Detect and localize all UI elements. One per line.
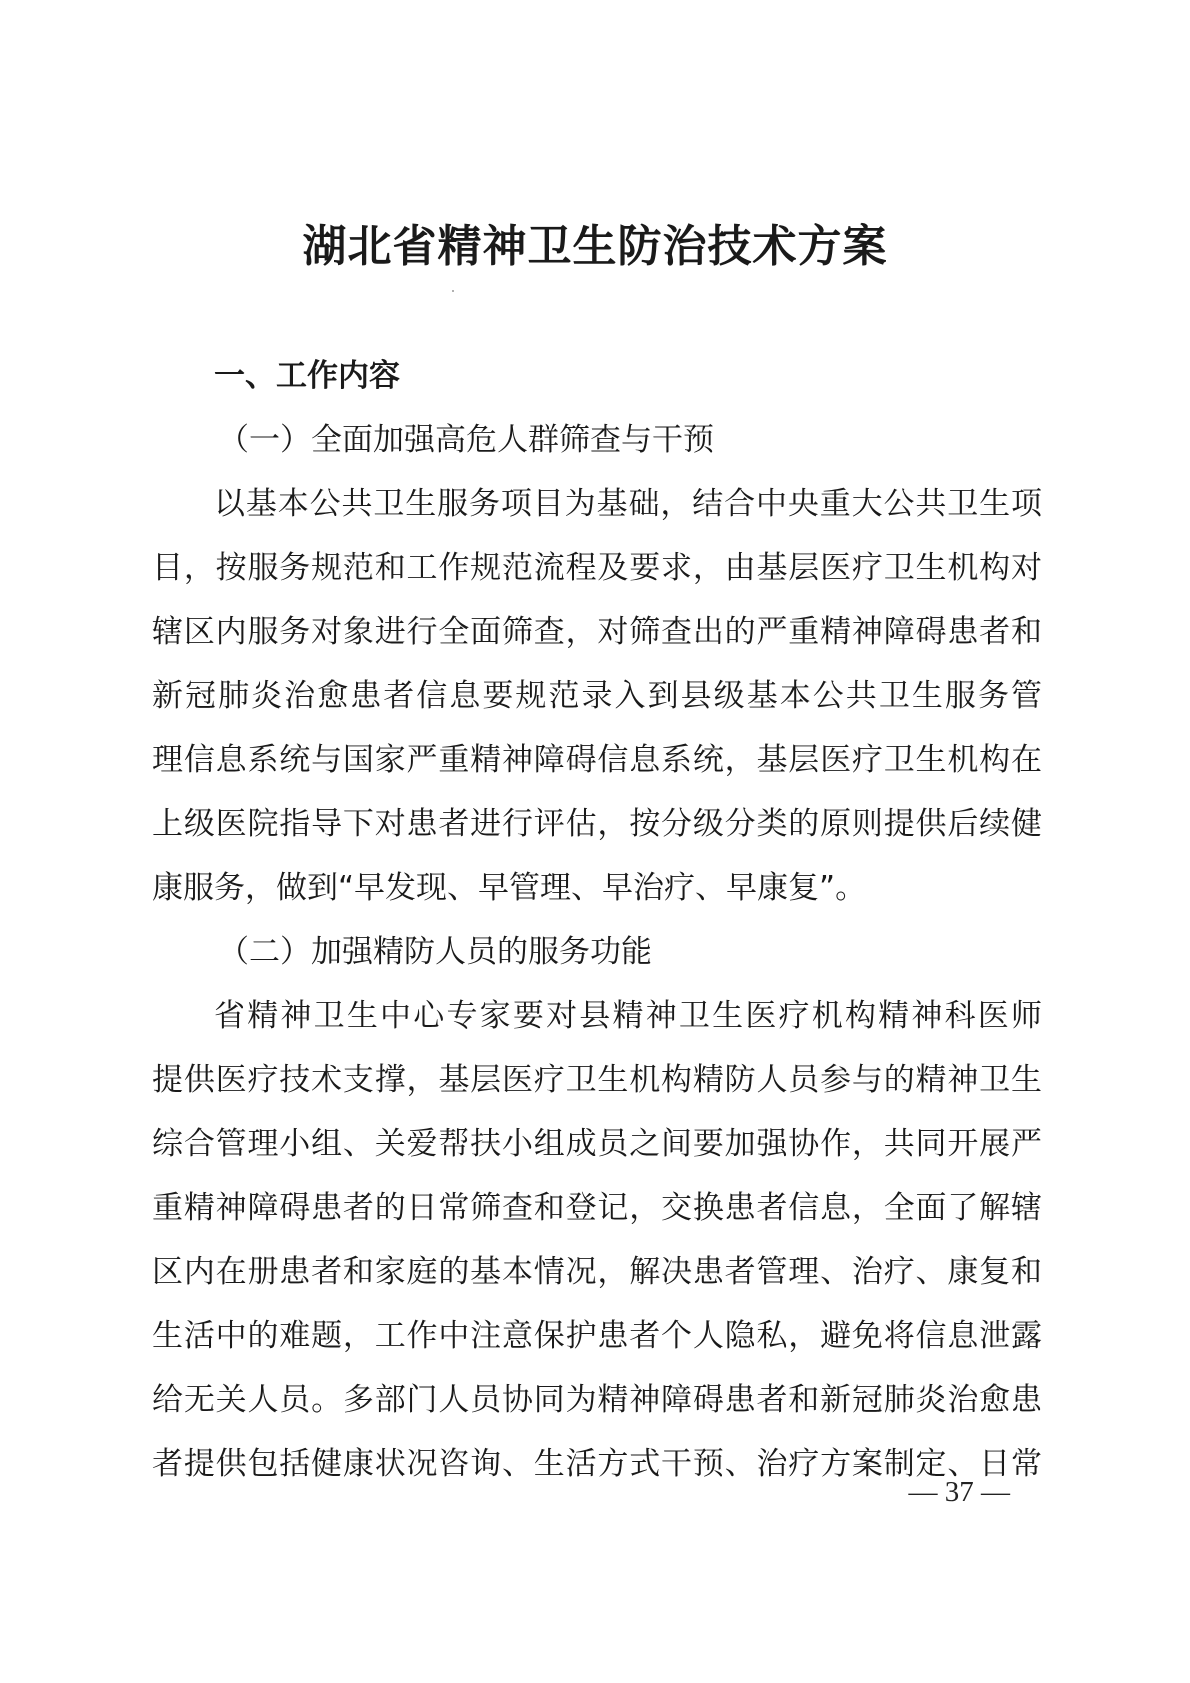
paragraph-line: 重精神障碍患者的日常筛查和登记，交换患者信息，全面了解辖 <box>152 1190 1042 1226</box>
document-body <box>152 344 1042 1496</box>
paragraph-line: 以基本公共卫生服务项目为基础，结合中央重大公共卫生项 <box>214 486 1042 522</box>
paragraph-line: 省精神卫生中心专家要对县精神卫生医疗机构精神科医师 <box>214 998 1042 1034</box>
paragraph-line: 上级医院指导下对患者进行评估，按分级分类的原则提供后续健 <box>152 806 1042 842</box>
paragraph-line: 新冠肺炎治愈患者信息要规范录入到县级基本公共卫生服务管 <box>152 678 1042 714</box>
paragraph-line: 康服务，做到“早发现、早管理、早治疗、早康复”。 <box>152 870 867 906</box>
section-heading: 一、工作内容 <box>214 358 400 394</box>
paragraph-line: 辖区内服务对象进行全面筛查，对筛查出的严重精神障碍患者和 <box>152 614 1042 650</box>
paragraph-line: 者提供包括健康状况咨询、生活方式干预、治疗方案制定、日常 <box>152 1446 1042 1482</box>
paragraph-line: 给无关人员。多部门人员协同为精神障碍患者和新冠肺炎治愈患 <box>152 1382 1042 1418</box>
subsection-heading: （二）加强精防人员的服务功能 <box>218 934 652 970</box>
paragraph-line: 区内在册患者和家庭的基本情况，解决患者管理、治疗、康复和 <box>152 1254 1042 1290</box>
paragraph-line: 提供医疗技术支撑，基层医疗卫生机构精防人员参与的精神卫生 <box>152 1062 1042 1098</box>
paragraph <box>152 984 1042 1496</box>
paragraph <box>152 472 1042 920</box>
document-title: 湖北省精神卫生防治技术方案 <box>302 221 888 272</box>
paragraph-line: 理信息系统与国家严重精神障碍信息系统，基层医疗卫生机构在 <box>152 742 1042 778</box>
page-number: — 37 — <box>908 1476 1010 1508</box>
paragraph-line: 生活中的难题，工作中注意保护患者个人隐私，避免将信息泄露 <box>152 1318 1042 1354</box>
paragraph-line: 综合管理小组、关爱帮扶小组成员之间要加强协作，共同开展严 <box>152 1126 1042 1162</box>
paragraph-line: 目，按服务规范和工作规范流程及要求，由基层医疗卫生机构对 <box>152 550 1042 586</box>
subsection-heading: （一）全面加强高危人群筛查与干预 <box>218 422 714 458</box>
scan-speck <box>452 290 454 292</box>
